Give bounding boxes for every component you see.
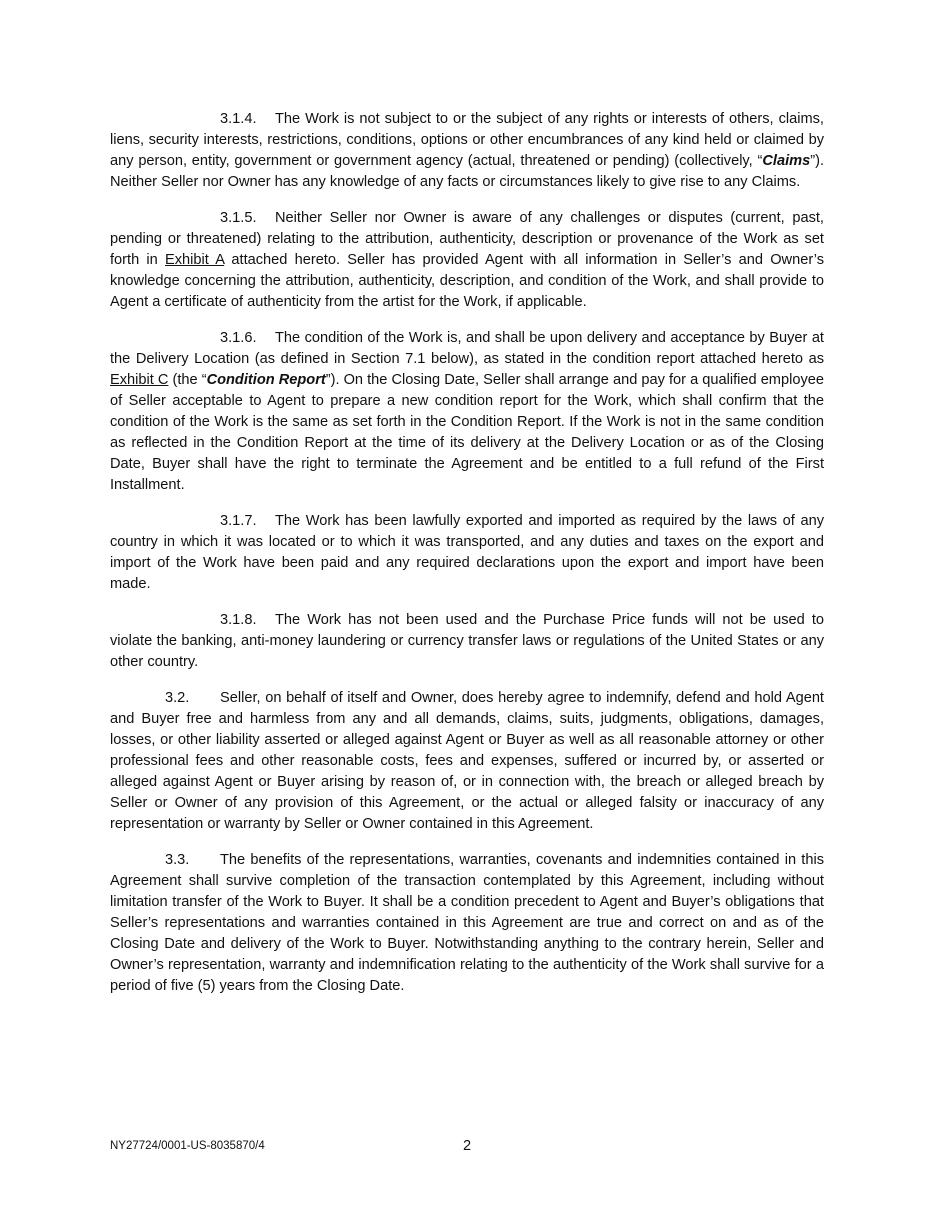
section-text: ”). Neither Seller nor Owner has any knowledge of any facts or circumstances likely to give rise to any Claims. xyxy=(110,153,824,190)
section-3-1-5 xyxy=(110,208,824,313)
section-number: 3.3. xyxy=(165,852,190,868)
section-text: (the “ xyxy=(168,372,207,388)
section-text: The Work has not been used and the Purchase Price funds will not be used to violate the banking, anti-money laundering or currency transfer laws or regulations of the United States or any other country. xyxy=(110,612,824,670)
exhibit-a-reference: Exhibit A xyxy=(165,252,225,268)
section-text: Neither Seller nor Owner is aware of any challenges or disputes (current, past, pending or threatened) relating to the attribution, authenticity, description or provenance of the Work as set forth in xyxy=(110,210,824,268)
section-number: 3.1.6. xyxy=(220,330,257,346)
section-number: 3.1.8. xyxy=(220,612,257,628)
section-text: The Work has been lawfully exported and imported as required by the laws of any country in which it was located or to which it was transported, and any duties and taxes on the export and import of the Work have been paid and any required declarations upon the export and import have been made. xyxy=(110,513,824,592)
section-3-1-6 xyxy=(110,328,824,496)
document-id: NY27724/0001-US-8035870/4 xyxy=(110,1140,265,1152)
section-number: 3.1.5. xyxy=(220,210,257,226)
section-number: 3.1.4. xyxy=(220,111,257,127)
section-number: 3.1.7. xyxy=(220,513,257,529)
section-text: Seller, on behalf of itself and Owner, does hereby agree to indemnify, defend and hold Agent and Buyer free and harmless from any and all demands, claims, suits, judgments, obligations, damages, losses, or other liability asserted or alleged against Agent or Buyer as well as all reasonable attorney or other professional fees and other reasonable costs, fees and expenses, suffered or incurred by, or asserted or alleged against Agent or Buyer arising by reason of, or in connection with, the breach or alleged breach by Seller or Owner of any provision of this Agreement, or the actual or alleged falsity or inaccuracy of any representation or warranty by Seller or Owner contained in this Agreement. xyxy=(110,690,824,832)
section-text: ”). On the Closing Date, Seller shall arrange and pay for a qualified employee of Seller acceptable to Agent to prepare a new condition report for the Work, which shall confirm that the condition of the Work is the same as set forth in the Condition Report. If the Work is not in the same condition as reflected in the Condition Report at the time of its delivery at the Delivery Location or as of the Closing Date, Buyer shall have the right to terminate the Agreement and be entitled to a full refund of the First Installment. xyxy=(110,372,824,493)
section-3-1-8 xyxy=(110,610,824,673)
section-text: The condition of the Work is, and shall be upon delivery and acceptance by Buyer at the Delivery Location (as defined in Section 7.1 below), as stated in the condition report attached hereto as xyxy=(110,330,824,367)
section-text: The benefits of the representations, warranties, covenants and indemnities contained in this Agreement shall survive completion of the transaction contemplated by this Agreement, including without limitation transfer of the Work to Buyer. It shall be a condition precedent to Agent and Buyer’s obligations that Seller’s representations and warranties contained in this Agreement are true and correct on and as of the Closing Date and delivery of the Work to Buyer. Notwithstanding anything to the contrary herein, Seller and Owner’s representation, warranty and indemnification relating to the authenticity of the Work shall survive for a period of five (5) years from the Closing Date. xyxy=(110,852,824,994)
section-number: 3.2. xyxy=(165,690,190,706)
page-number: 2 xyxy=(462,1138,472,1154)
section-text: The Work is not subject to or the subject of any rights or interests of others, claims, liens, security interests, restrictions, conditions, options or other encumbrances of any kind held or claimed by any person, entity, government or government agency (actual, threatened or pending) (collectively, “ xyxy=(110,111,824,169)
section-3-1-4 xyxy=(110,109,824,193)
exhibit-c-reference: Exhibit C xyxy=(110,372,169,388)
document-body xyxy=(110,109,824,1012)
section-3-2 xyxy=(110,688,824,835)
section-3-1-7 xyxy=(110,511,824,595)
defined-term-claims: Claims xyxy=(762,153,811,169)
section-text: attached hereto. Seller has provided Agent with all information in Seller’s and Owner’s knowledge concerning the attribution, authenticity, description, and condition of the Work, and shall provide to Agent a certificate of authenticity from the artist for the Work, if applicable. xyxy=(110,252,825,310)
section-3-3 xyxy=(110,850,824,997)
defined-term-condition-report: Condition Report xyxy=(206,372,326,388)
